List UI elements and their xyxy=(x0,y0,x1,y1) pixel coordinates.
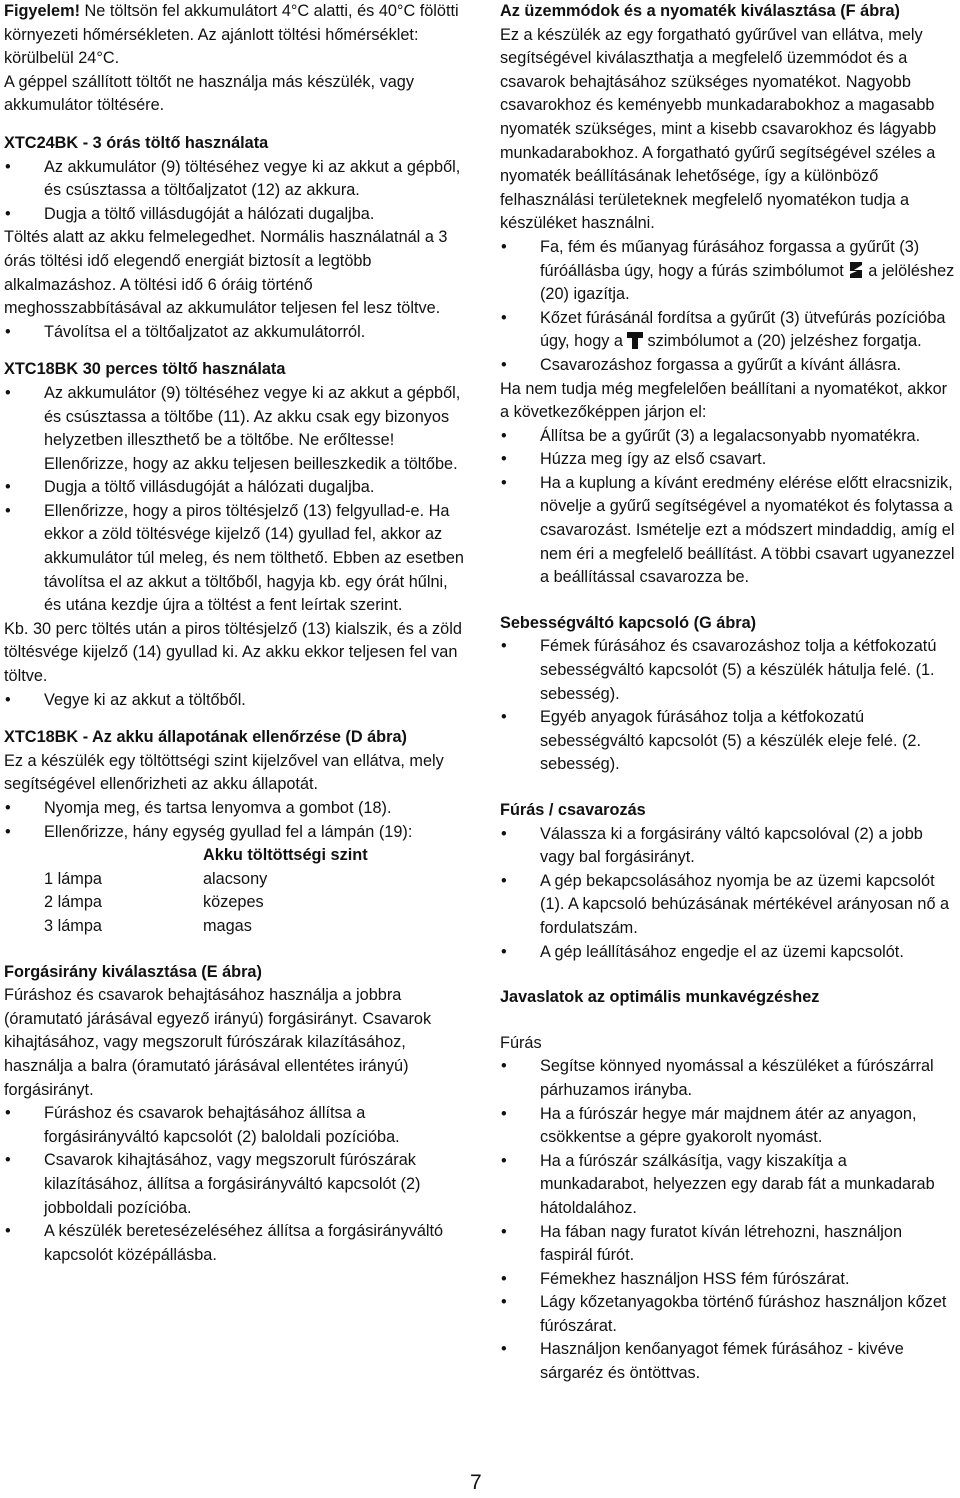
charge-level-table xyxy=(4,844,464,938)
section-title-tips: Javaslatok az optimális munkavégzéshez xyxy=(500,988,820,1007)
drill-bit-icon xyxy=(848,261,864,279)
bullet-item: • Ha fában nagy furatot kíván létrehozni, használjon faspirál fúrót. xyxy=(500,1221,958,1268)
section-title-drilling: Fúrás / csavarozás xyxy=(500,801,646,819)
bullet-item: • Fúráshoz és csavarok behajtásához állítsa a forgásirányváltó kapcsolót (2) baloldali pozícióba. xyxy=(4,1102,464,1149)
page-number: 7 xyxy=(470,1471,482,1494)
section-title-xtc18bk: XTC18BK 30 perces töltő használata xyxy=(4,360,286,379)
bullet-item: • Dugja a töltő villásdugóját a hálózati dugaljba. xyxy=(4,476,464,500)
bullet-item: • Dugja a töltő villásdugóját a hálózati dugaljba. xyxy=(4,203,464,227)
bullet-item: • Vegye ki az akkut a töltőből. xyxy=(4,689,464,713)
table-cell-lamp: 3 lámpa xyxy=(44,916,102,935)
paragraph: Kb. 30 perc töltés után a piros töltésjelző (13) kialszik, és a zöld töltésvége kijelző (14) gyullad ki. Az akku ekkor teljesen fel van töltve. xyxy=(4,619,462,686)
bullet-item: • A készülék beretesézeléséhez állítsa a forgásirányváltó kapcsolót középállásba. xyxy=(4,1220,464,1267)
bullet-item: • Használjon kenőanyagot fémek fúrásához - kivéve sárgaréz és öntöttvas. xyxy=(500,1338,958,1385)
table-cell-level: alacsony xyxy=(203,869,268,888)
bullet-item xyxy=(500,236,958,307)
bullet-item: • Segítse könnyed nyomással a készüléket a fúrószárral párhuzamos irányba. xyxy=(500,1055,958,1102)
bullet-item: • Ha a kuplung a kívánt eredmény elérése előtt elracsnizik, növelje a gyűrű segítségével a nyomatékot és folytassa a csavarozást. Ismételje ezt a módszert mindaddig, amíg el nem éri a megfelelő beállítást. A többi csavart ugyanezzel a beállítással csavarozza be. xyxy=(500,472,958,590)
paragraph: Fúráshoz és csavarok behajtásához használja a jobbra (óramutató járásával egyező irányú) forgásirányt. Csavarok kihajtásához, vagy megszorult fúrószárak kilazításához, használja a balra (óramutató járásával ellentétes irányú) forgásirányt. xyxy=(4,986,432,1099)
right-column xyxy=(500,0,958,1386)
warning-text: Ne töltsön fel akkumulátort 4°C alatti, és 40°C fölötti környezeti hőmérsékleten. Az ajánlott töltési hőmérséklet: körülbelül 24°C. xyxy=(4,2,459,68)
bullet-item: • Állítsa be a gyűrűt (3) a legalacsonyabb nyomatékra. xyxy=(500,425,958,449)
paragraph: Ez a készülék az egy forgatható gyűrűvel van ellátva, mely segítségével kiválaszthatja a megfelelő üzemmódot és a csavarok behajtásához szükséges nyomatékot. Nagyobb csavarokhoz és keményebb munkadarabokhoz a magasabb nyomaték szükséges, mint a kisebb csavarokhoz és lágyabb munkadarabokhoz. A forgatható gyűrű segítségével széles a nyomaték beállításának lehetősége, így a különböző felhasználási területeknek megfelelő nyomatékon tudja a készüléket használni. xyxy=(500,25,937,233)
bullet-text: Fa, fém és műanyag fúrásához forgassa a gyűrűt (3) fúróállásba úgy, hogy a fúrás szimbólumot xyxy=(540,237,920,280)
charger-note: A géppel szállított töltőt ne használja más készülék, vagy akkumulátor töltésére. xyxy=(4,72,414,115)
warning-paragraph xyxy=(4,0,464,71)
warning-lead: Figyelem! xyxy=(4,2,81,20)
bullet-item: • Egyéb anyagok fúrásához tolja a kétfokozatú sebességváltó kapcsolót (5) a készülék eleje felé. (2. sebesség). xyxy=(500,706,958,777)
bullet-item: • Lágy kőzetanyagokba történő fúráshoz használjon kőzet fúrószárat. xyxy=(500,1291,958,1338)
bullet-item: • Az akkumulátor (9) töltéséhez vegye ki az akkut a gépből, és csúsztassa a töltőaljzatot (12) az akkura. xyxy=(4,156,464,203)
bullet-item xyxy=(500,307,958,354)
hammer-icon xyxy=(627,331,643,349)
subheading-drilling: Fúrás xyxy=(500,1033,542,1052)
paragraph: Ha nem tudja még megfelelően beállítani a nyomatékot, akkor a következőképpen járjon el: xyxy=(500,379,948,422)
bullet-item: • Fémekhez használjon HSS fém fúrószárat. xyxy=(500,1268,958,1292)
bullet-text: a jelöléshez (20) igazítja. xyxy=(540,261,955,304)
bullet-text: Kőzet fúrásánál fordítsa a gyűrűt (3) ütvefúrás pozícióba úgy, hogy a xyxy=(540,308,946,351)
bullet-item: • Ellenőrizze, hogy a piros töltésjelző (13) felgyullad-e. Ha ekkor a zöld töltésvége kijelző (14) gyullad fel, akkor az akkumulátor túl meleg, és nem tölthető. Ebben az esetben távolítsa el az akkut a töltőből, hagyja kb. egy órát hűlni, és utána kezdje újra a töltést a fent leírtak szerint. xyxy=(4,500,464,618)
section-title-battery-check: XTC18BK - Az akku állapotának ellenőrzése (D ábra) xyxy=(4,728,407,747)
section-title-xtc24bk: XTC24BK - 3 órás töltő használata xyxy=(4,133,269,152)
section-title-gear-switch: Sebességváltó kapcsoló (G ábra) xyxy=(500,613,757,632)
bullet-item: • Ha a fúrószár szálkásítja, vagy kiszakítja a munkadarabot, helyezzen egy darab fát a munkadarab hátoldalához. xyxy=(500,1150,958,1221)
table-cell-level: közepes xyxy=(203,893,264,912)
bullet-item: • Csavarozáshoz forgassa a gyűrűt a kívánt állásra. xyxy=(500,354,958,378)
bullet-item: • Válassza ki a forgásirány váltó kapcsolóval (2) a jobb vagy bal forgásirányt. xyxy=(500,823,958,870)
paragraph: Töltés alatt az akku felmelegedhet. Normális használatnál a 3 órás töltési idő elegendő energiát biztosít a legtöbb alkalmazáshoz. A töltési idő 6 óráig történő meghosszabbításával az akkumulátor teljesen fel lesz töltve. xyxy=(4,228,448,318)
section-title-rotation: Forgásirány kiválasztása (E ábra) xyxy=(4,962,262,981)
bullet-item: • A gép bekapcsolásához nyomja be az üzemi kapcsolót (1). A kapcsoló behúzásának mértékével arányosan nő a fordulatszám. xyxy=(500,870,958,941)
bullet-item: • Csavarok kihajtásához, vagy megszorult fúrószárak kilazításához, állítsa a forgásirányváltó kapcsolót (2) jobboldali pozícióba. xyxy=(4,1149,464,1220)
table-cell-lamp: 1 lámpa xyxy=(44,869,102,888)
paragraph: Ez a készülék egy töltöttségi szint kijelzővel van ellátva, mely segítségével ellenőrizheti az akku állapotát. xyxy=(4,751,444,794)
left-column xyxy=(4,0,464,1267)
bullet-item: • Az akkumulátor (9) töltéséhez vegye ki az akkut a gépből, és csúsztassa a töltőbe (11). Az akku csak egy bizonyos helyzetben illeszthető be a töltőbe. Ne erőltesse! Ellenőrizze, hogy az akku teljesen beilleszkedik a töltőbe. xyxy=(4,382,464,476)
section-title-mode-torque: Az üzemmódok és a nyomaték kiválasztása (F ábra) xyxy=(500,2,900,20)
bullet-text: szimbólumot a (20) jelzéshez forgatja. xyxy=(642,332,922,351)
bullet-item: • Ha a fúrószár hegye már majdnem átér az anyagon, csökkentse a gépre gyakorolt nyomást. xyxy=(500,1103,958,1150)
bullet-item: • Húzza meg így az első csavart. xyxy=(500,448,958,472)
bullet-item: • Nyomja meg, és tartsa lenyomva a gombot (18). xyxy=(4,797,464,821)
table-header: Akku töltöttségi szint xyxy=(203,846,368,865)
bullet-item: • A gép leállításához engedje el az üzemi kapcsolót. xyxy=(500,941,958,965)
bullet-item: • Távolítsa el a töltőaljzatot az akkumulátorról. xyxy=(4,321,464,345)
table-cell-level: magas xyxy=(203,916,252,935)
bullet-item: • Fémek fúrásához és csavarozáshoz tolja a kétfokozatú sebességváltó kapcsolót (5) a készülék hátulja felé. (1. sebesség). xyxy=(500,635,958,706)
table-cell-lamp: 2 lámpa xyxy=(44,893,102,912)
bullet-item: • Ellenőrizze, hány egység gyullad fel a lámpán (19): xyxy=(4,821,464,845)
